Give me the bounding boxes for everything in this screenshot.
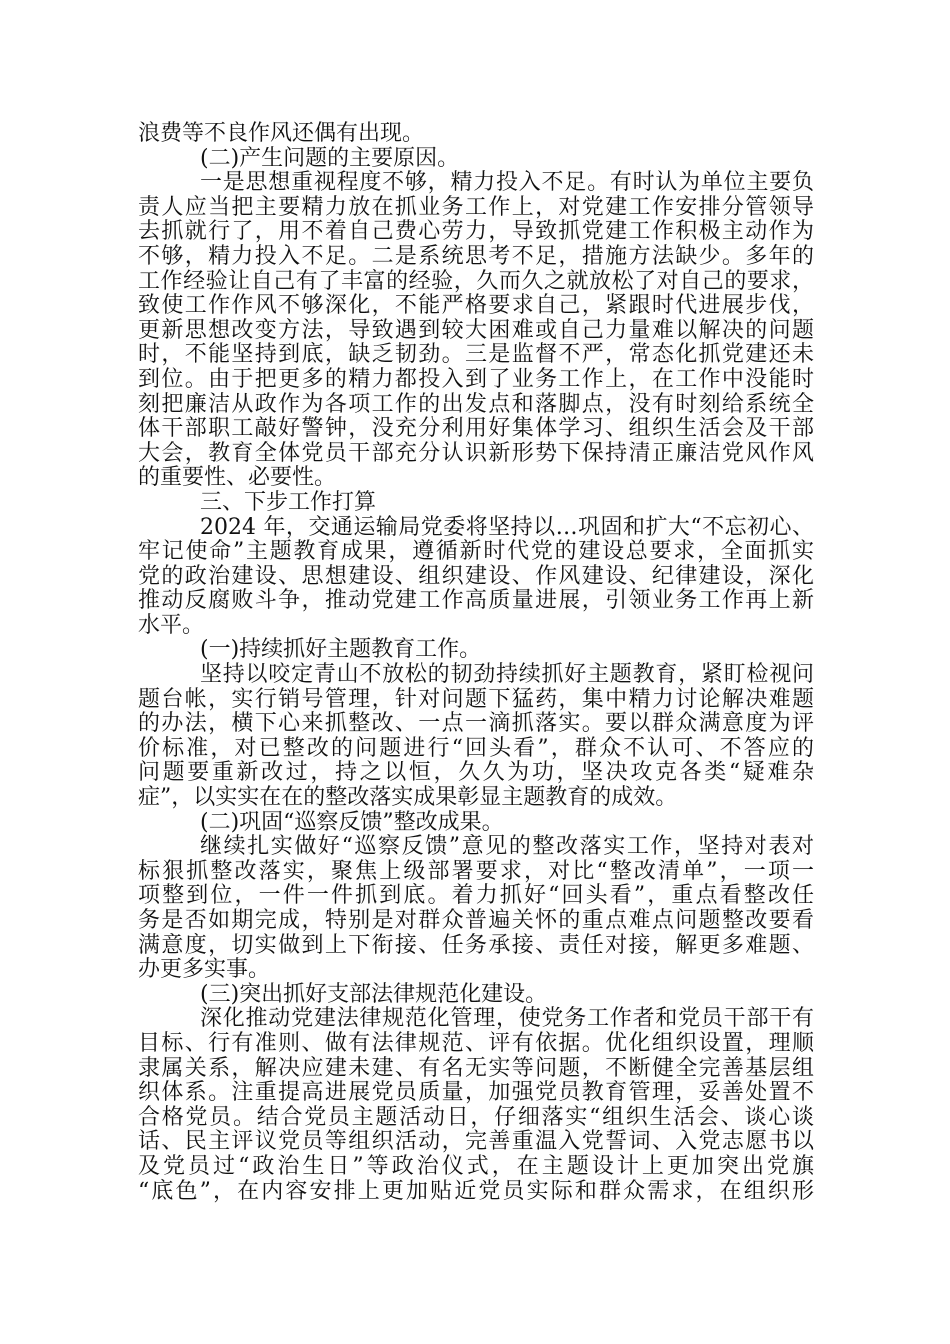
text-line: 题台帐，实行销号管理，针对问题下猛药，集中精力讨论解决难题 [138,686,814,712]
text-line: 合格党员。结合党员主题活动日，仔细落实“组织生活会、谈心谈 [138,1104,814,1130]
text-line: 项整到位，一件一件抓到底。着力抓好“回头看”，重点看整改任 [138,883,814,909]
text-line: (三)突出抓好支部法律规范化建设。 [200,981,548,1007]
text-line: 深化推动党建法律规范化管理，使党务工作者和党员干部干有 [200,1006,814,1032]
text-line: 牢记使命”主题教育成果，遵循新时代党的建设总要求，全面抓实 [138,539,814,565]
text-line: 体干部职工敲好警钟，没充分利用好集体学习、组织生活会及干部 [138,416,814,442]
text-line: 三、下步工作打算 [200,489,377,515]
text-line: 价标准，对已整改的问题进行“回头看”，群众不认可、不答应的 [138,735,814,761]
text-line: 浪费等不良作风还偶有出现。 [138,121,425,146]
text-line: 话、民主评议党员等组织活动，完善重温入党誓词、入党志愿书以 [138,1129,814,1155]
text-line: 及党员过“政治生日”等政治仪式，在主题设计上更加突出党旗 [138,1153,814,1179]
text-line: 时，不能坚持到底，缺乏韧劲。三是监督不严，常态化抓党建还未 [138,342,814,368]
text-line: 织体系。注重提高进展党员质量，加强党员教育管理，妥善处置不 [138,1080,814,1106]
text-line: (二)巩固“巡察反馈”整改成果。 [200,809,504,835]
text-line: (一)持续抓好主题教育工作。 [200,637,482,663]
text-line: 症”，以实实在在的整改落实成果彰显主题教育的成效。 [138,785,678,811]
text-line: 2024 年，交通运输局党委将坚持以…巩固和扩大“不忘初心、 [200,514,814,540]
text-line: 的重要性、必要性。 [138,465,337,491]
text-line: 隶属关系，解决应建未建、有名无实等问题，不断健全完善基层组 [138,1055,814,1081]
text-line: 到位。由于把更多的精力都投入到了业务工作上，在工作中没能时 [138,366,814,392]
text-line: (二)产生问题的主要原因。 [200,145,460,171]
text-line: 工作经验让自己有了丰富的经验，久而久之就放松了对自己的要求， [138,268,814,294]
text-line: 办更多实事。 [138,957,271,983]
text-line: 更新思想改变方法，导致遇到较大困难或自己力量难以解决的问题 [138,317,814,343]
text-line: 责人应当把主要精力放在抓业务工作上，对党建工作安排分管领导 [138,194,814,220]
text-line: 务是否如期完成，特别是对群众普遍关怀的重点难点问题整改要看 [138,908,814,933]
text-line: 问题要重新改过，持之以恒，久久为功，坚决攻克各类“疑难杂 [138,760,814,786]
text-line: 目标、行有准则、做有法律规范、评有依据。优化组织设置，理顺 [138,1030,814,1056]
text-line: 满意度，切实做到上下衔接、任务承接、责任对接，解更多难题、 [138,932,814,958]
text-line: 的办法，横下心来抓整改、一点一滴抓落实。要以群众满意度为评 [138,711,814,737]
text-line: 去抓就行了，用不着自己费心劳力，导致抓党建工作积极主动作为 [138,219,814,245]
text-line: 继续扎实做好“巡察反馈”意见的整改落实工作，坚持对表对 [200,834,814,860]
text-line: 标狠抓整改落实，聚焦上级部署要求，对比“整改清单”，一项一 [138,858,814,884]
text-line: 坚持以咬定青山不放松的韧劲持续抓好主题教育，紧盯检视问 [200,662,814,688]
text-line: 党的政治建设、思想建设、组织建设、作风建设、纪律建设，深化 [138,563,814,589]
text-line: 水平。 [138,612,205,638]
text-line: 一是思想重视程度不够，精力投入不足。有时认为单位主要负 [200,170,814,196]
text-line: 不够，精力投入不足。二是系统思考不足，措施方法缺少。多年的 [138,243,814,269]
text-line: 刻把廉洁从政作为各项工作的出发点和落脚点，没有时刻给系统全 [138,391,814,417]
text-line: “底色”，在内容安排上更加贴近党员实际和群众需求，在组织形 [138,1178,814,1204]
text-line: 致使工作作风不够深化，不能严格要求自己，紧跟时代进展步伐， [138,293,814,319]
document-body [138,122,814,1204]
text-line: 推动反腐败斗争，推动党建工作高质量进展，引领业务工作再上新 [138,588,814,614]
text-line: 大会，教育全体党员干部充分认识新形势下保持清正廉洁党风作风 [138,440,814,466]
